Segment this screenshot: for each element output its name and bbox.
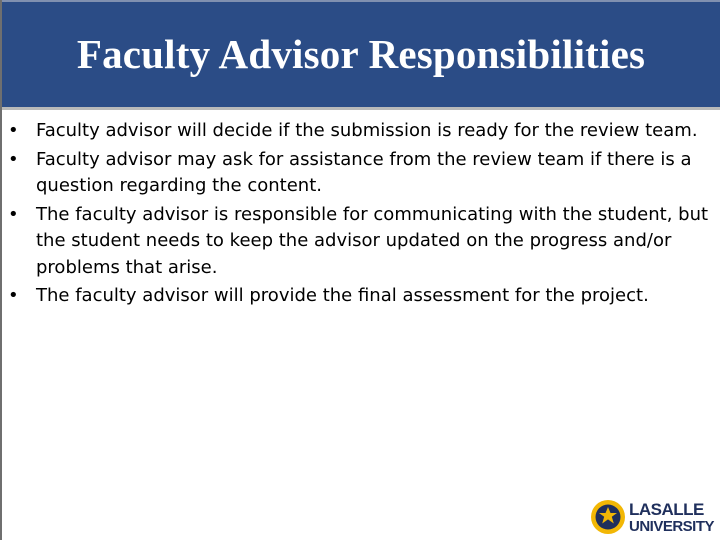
logo-line2: UNIVERSITY <box>629 517 715 535</box>
bullet-item <box>4 118 710 145</box>
bullet-dot: • <box>8 120 19 141</box>
bullet-dot: • <box>8 203 19 225</box>
logo-wordmark <box>629 501 714 534</box>
bullet-dot: • <box>8 285 19 306</box>
bullet-list <box>4 118 710 312</box>
title-bar <box>2 0 720 110</box>
university-logo <box>590 494 720 540</box>
bullet-text: Faculty advisor will decide if the submission is ready for the review team. <box>36 120 698 141</box>
lasalle-emblem-icon <box>590 499 626 535</box>
bullet-item <box>4 147 710 200</box>
bullet-item <box>4 283 710 310</box>
slide-title: Faculty Advisor Responsibilities <box>76 30 646 77</box>
bullet-text: Faculty advisor may ask for assistance from the review team if there is a question regarding the content. <box>36 148 692 196</box>
bullet-dot: • <box>8 148 19 170</box>
bullet-item <box>4 202 710 282</box>
bullet-text: The faculty advisor will provide the final assessment for the project. <box>36 285 649 306</box>
bullet-text: The faculty advisor is responsible for communicating with the student, but the student needs to keep the advisor updated on the progress and/or problems that arise. <box>36 203 709 278</box>
logo-line1: LASALLE <box>629 499 704 519</box>
